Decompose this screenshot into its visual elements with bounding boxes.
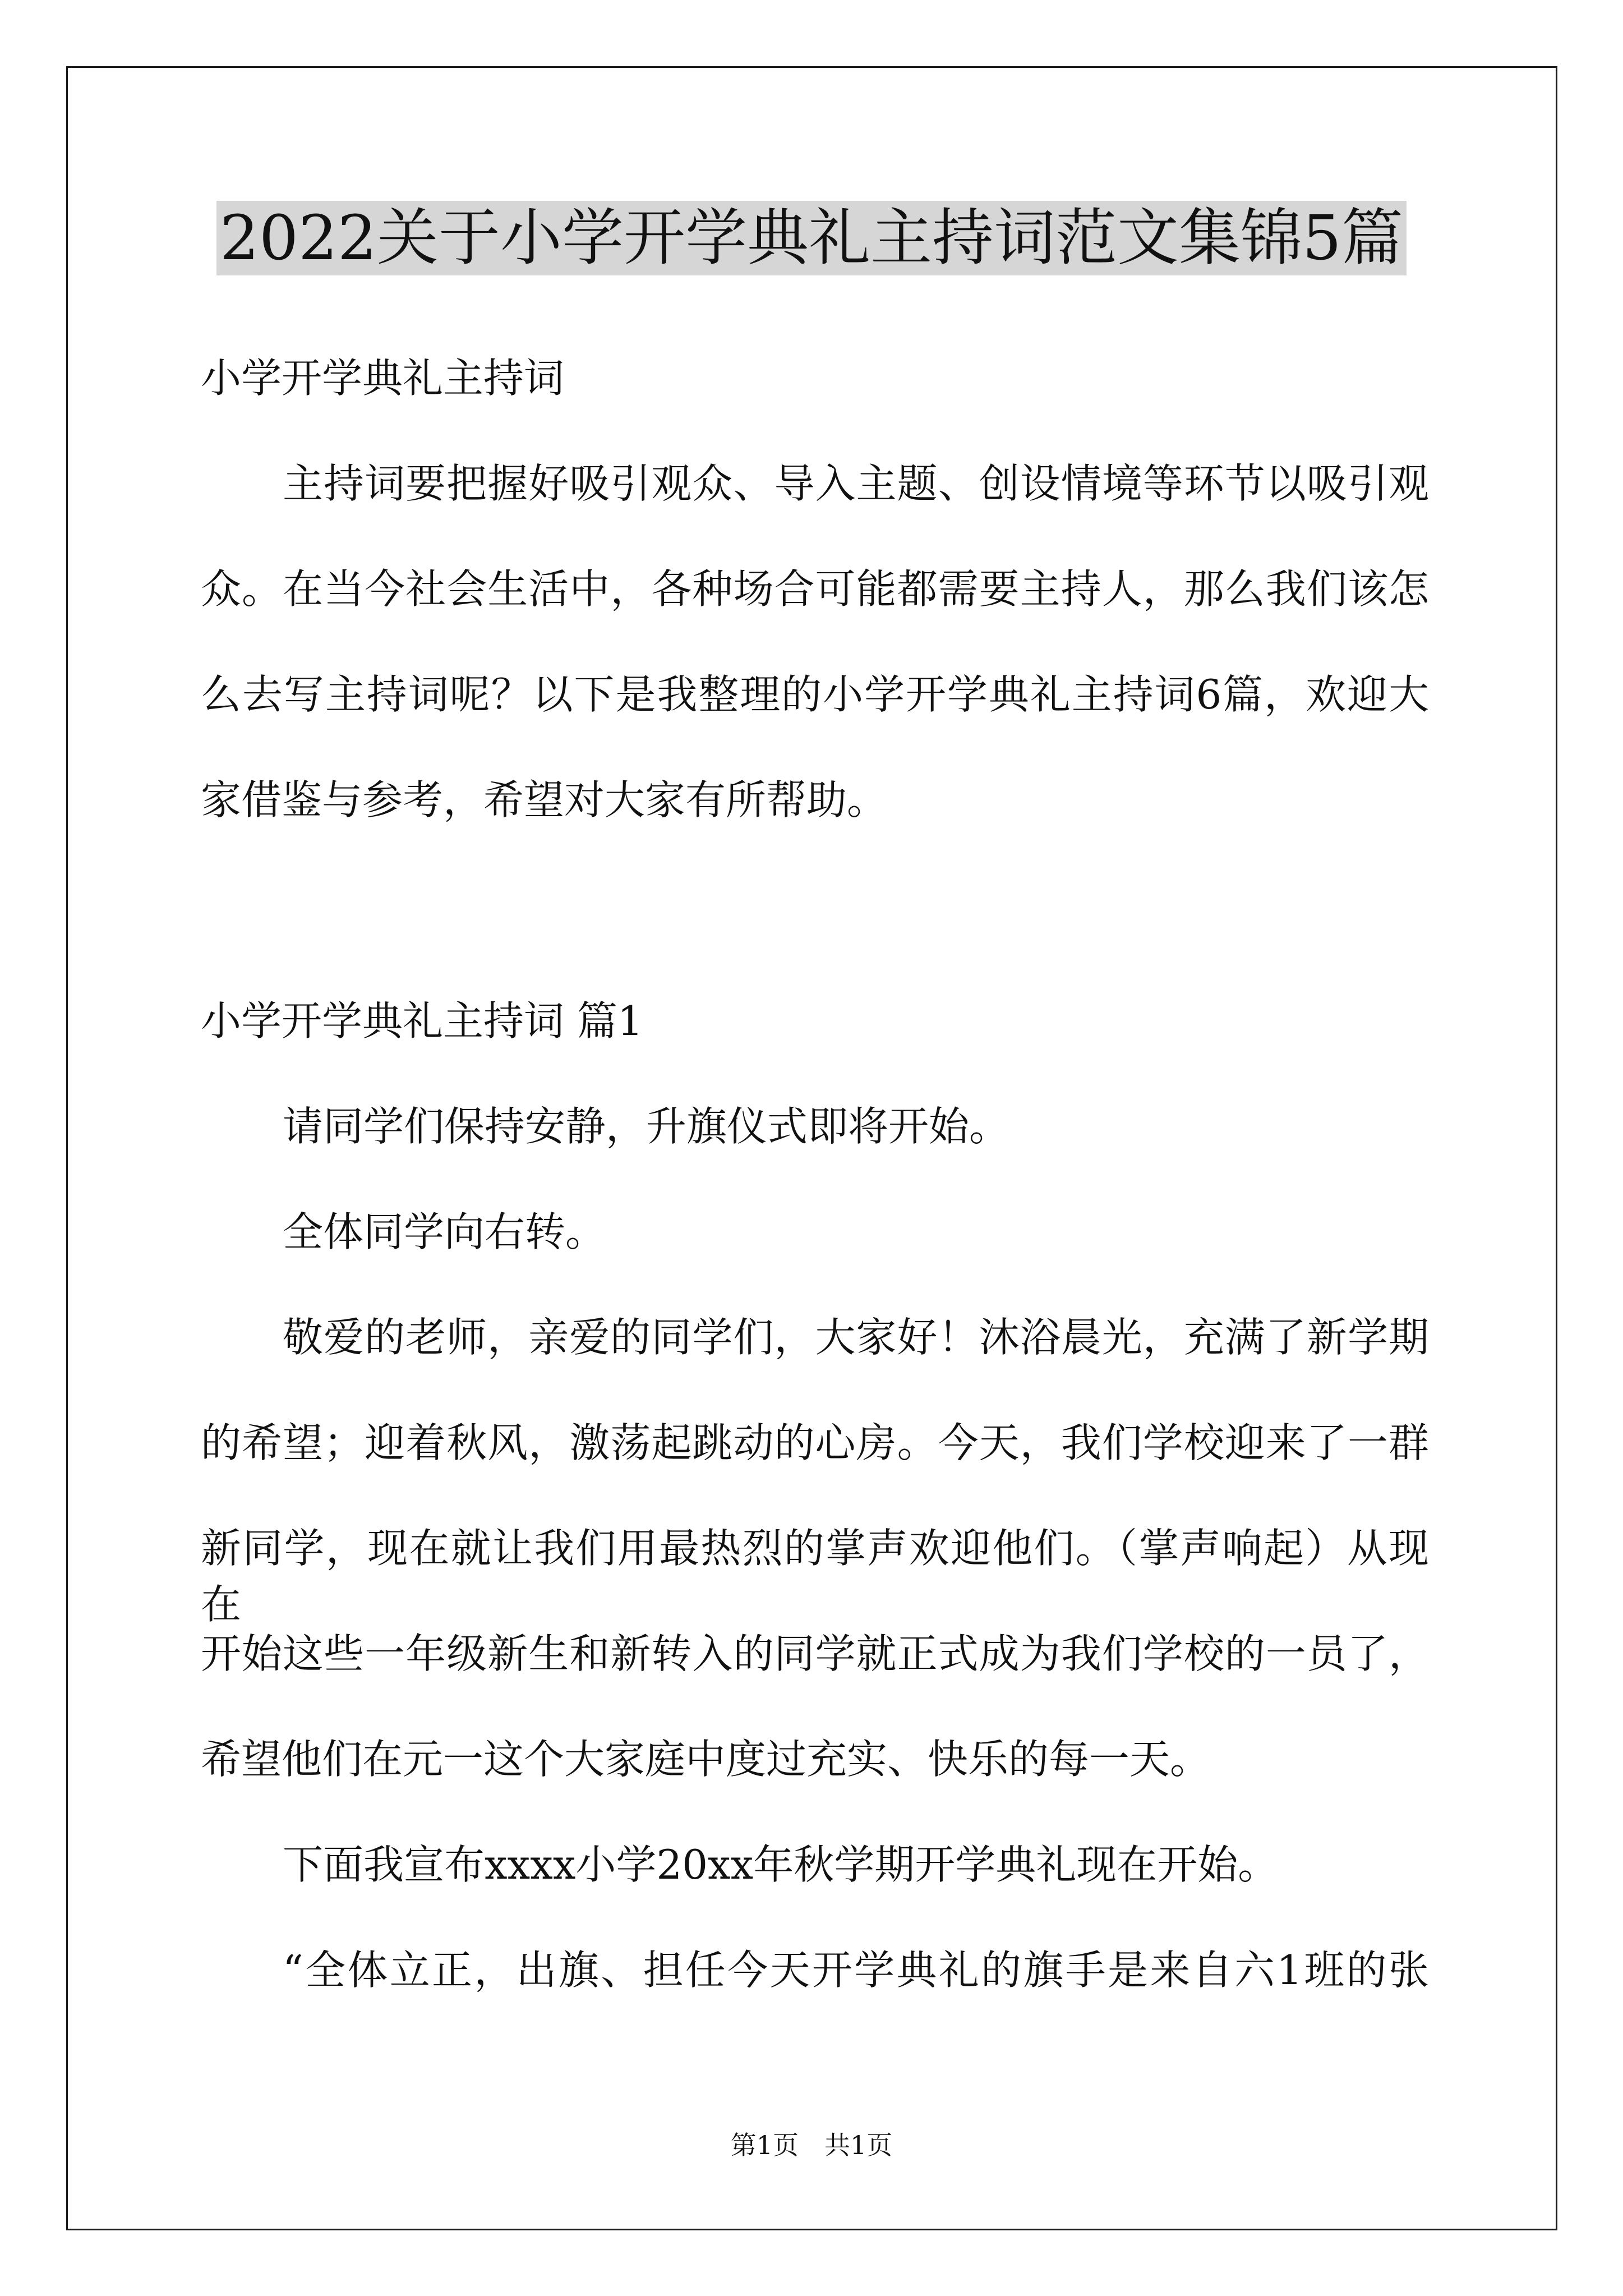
section-heading: 小学开学典礼主持词 篇1 bbox=[201, 997, 643, 1045]
paragraph-line: 敬爱的老师，亲爱的同学们，大家好！沐浴晨光，充满了新学期 bbox=[283, 1314, 1429, 1361]
title-block bbox=[0, 201, 1623, 275]
document-title: 2022关于小学开学典礼主持词范文集锦5篇 bbox=[216, 201, 1407, 275]
paragraph-line: 开始这些一年级新生和新转入的同学就正式成为我们学校的一员了， bbox=[201, 1630, 1429, 1677]
page-number-current: 第1页 bbox=[730, 2130, 799, 2160]
paragraph-line: 新同学，现在就让我们用最热烈的掌声欢迎他们。（掌声响起）从现在 bbox=[201, 1525, 1429, 1628]
paragraph-line: 希望他们在元一这个大家庭中度过充实、快乐的每一天。 bbox=[201, 1736, 1211, 1783]
paragraph-line: 众。在当今社会生活中，各种场合可能都需要主持人，那么我们该怎 bbox=[201, 565, 1429, 613]
section-heading: 小学开学典礼主持词 bbox=[201, 355, 565, 402]
paragraph-line: 主持词要把握好吸引观众、导入主题、创设情境等环节以吸引观 bbox=[283, 460, 1429, 507]
page-number-total: 共1页 bbox=[824, 2130, 893, 2160]
paragraph-line: 下面我宣布xxxx小学20xx年秋学期开学典礼现在开始。 bbox=[283, 1841, 1279, 1888]
paragraph-line: 的希望；迎着秋风，激荡起跳动的心房。今天，我们学校迎来了一群 bbox=[201, 1419, 1429, 1466]
paragraph-line: “全体立正，出旗、担任今天开学典礼的旗手是来自六1班的张 bbox=[283, 1947, 1429, 1994]
paragraph-line: 全体同学向右转。 bbox=[283, 1208, 606, 1255]
paragraph-line: 请同学们保持安静，升旗仪式即将开始。 bbox=[283, 1103, 1010, 1150]
paragraph-line: 家借鉴与参考，希望对大家有所帮助。 bbox=[201, 776, 888, 823]
paragraph-line: 么去写主持词呢？以下是我整理的小学开学典礼主持词6篇，欢迎大 bbox=[201, 671, 1429, 718]
page-footer bbox=[0, 2128, 1623, 2162]
